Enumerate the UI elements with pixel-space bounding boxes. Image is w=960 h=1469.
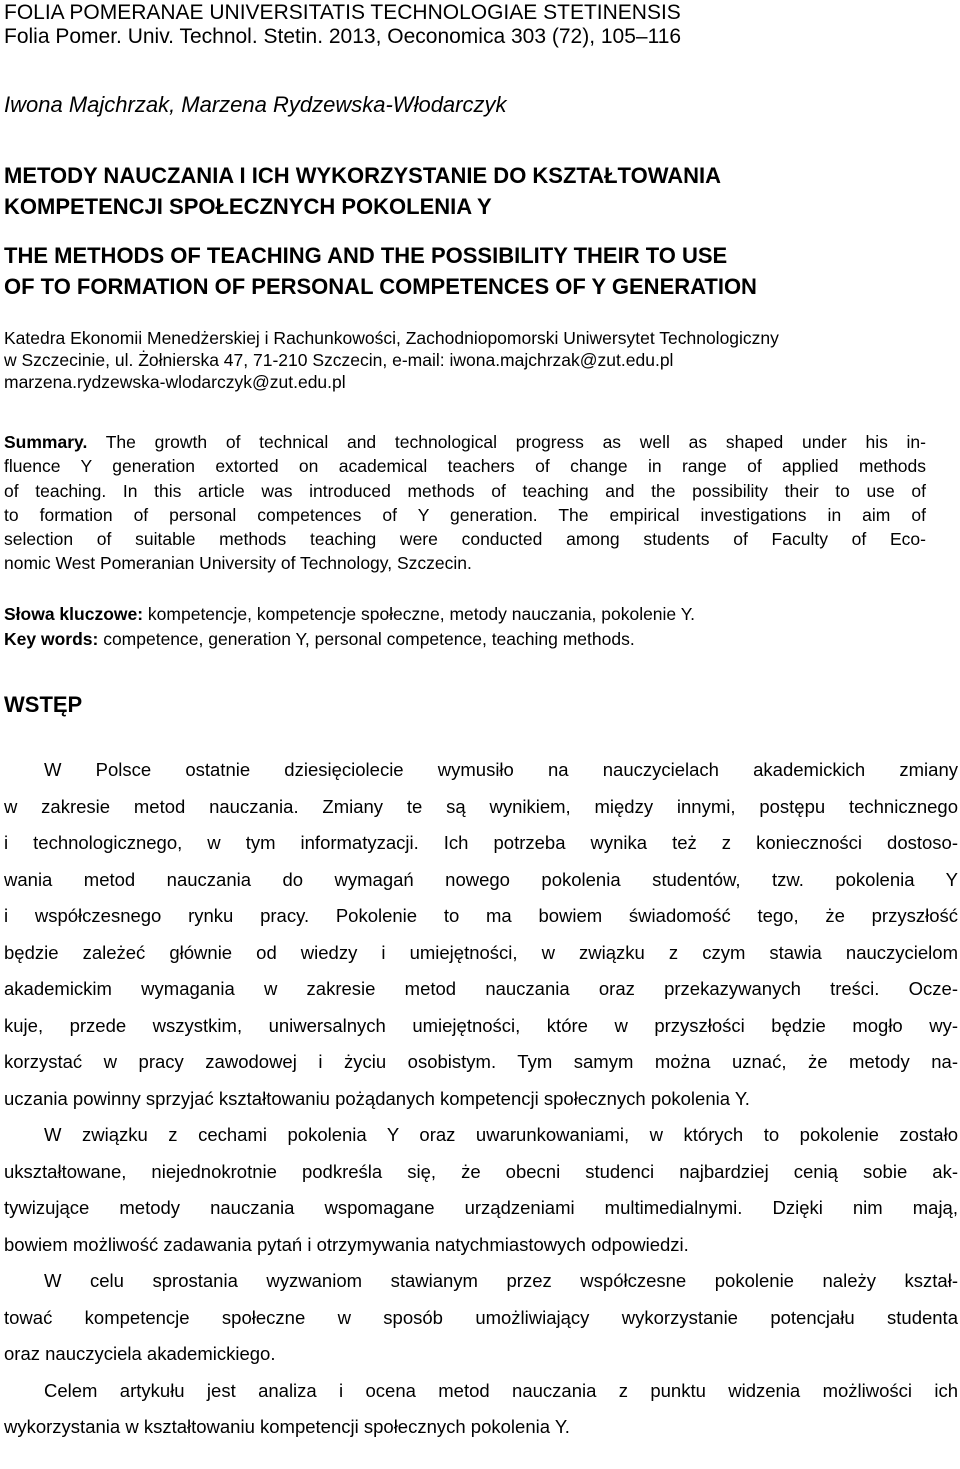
paragraph-line: będzie zależeć głównie od wiedzy i umiejętności, w związku z czym stawia nauczycielom [4, 941, 958, 963]
paragraph-line: akademickim wymagania w zakresie metod nauczania oraz przekazywanych treści. Ocze- [4, 978, 958, 999]
keywords-english [4, 627, 954, 651]
summary-line: to formation of personal competences of Y generation. The empirical investigations in aim of [4, 504, 926, 525]
title-polish-line: KOMPETENCJI SPOŁECZNYCH POKOLENIA Y [4, 194, 492, 219]
affiliation-line: w Szczecinie, ul. Żołnierska 47, 71-210 Szczecin, e-mail: iwona.majchrzak@zut.edu.pl [4, 350, 674, 370]
summary-line: nomic West Pomeranian University of Technology, Szczecin. [4, 553, 472, 574]
summary [4, 430, 926, 576]
summary-line: selection of suitable methods teaching were conducted among students of Faculty of Eco- [4, 529, 926, 550]
title-english [4, 240, 954, 302]
affiliation-line: marzena.rydzewska-wlodarczyk@zut.edu.pl [4, 372, 346, 392]
keywords-polish-label: Słowa kluczowe: [4, 604, 144, 624]
keywords-english-text: competence, generation Y, personal competence, teaching methods. [98, 629, 635, 649]
keywords-english-label: Key words: [4, 629, 99, 649]
paragraph-line: uczania powinny sprzyjać kształtowaniu pożądanych kompetencji społecznych pokolenia Y. [4, 1087, 750, 1109]
title-english-line: OF TO FORMATION OF PERSONAL COMPETENCES OF Y GENERATION [4, 274, 757, 299]
summary-line: fluence Y generation extorted on academical teachers of change in range of applied methods [4, 456, 926, 477]
paragraph-line: W celu sprostania wyzwaniom stawianym przez współczesne pokolenie należy kształ- [44, 1270, 958, 1291]
paragraph-line: wykorzystania w kształtowaniu kompetencji społecznych pokolenia Y. [4, 1416, 570, 1437]
paragraph-line: korzystać w pracy zawodowej i życiu osobistym. Tym samym można uznać, że metody na- [4, 1051, 958, 1072]
paragraph-line: tować kompetencje społeczne w sposób umożliwiający wykorzystanie potencjału studenta [4, 1306, 958, 1328]
title-polish-line: METODY NAUCZANIA I ICH WYKORZYSTANIE DO KSZTAŁTOWANIA [4, 163, 722, 188]
affiliation [4, 327, 954, 393]
keywords-polish-text: kompetencje, kompetencje społeczne, metody nauczania, pokolenie Y. [143, 604, 695, 624]
affiliation-line: Katedra Ekonomii Menedżerskiej i Rachunkowości, Zachodniopomorski Uniwersytet Technologiczny [4, 328, 779, 348]
paragraph-line: W Polsce ostatnie dziesięciolecie wymusiło na nauczycielach akademickich zmiany [44, 759, 958, 780]
paragraph-line: bowiem możliwość zadawania pytań i otrzymywania natychmiastowych odpowiedzi. [4, 1233, 689, 1255]
journal-name: FOLIA POMERANAE UNIVERSITATIS TECHNOLOGIAE STETINENSIS [4, 1, 681, 24]
body-text [4, 752, 958, 1446]
paragraph-line: ukształtowane, niejednokrotnie podkreśla się, że obecni studenci najbardziej cenią sobie ak- [4, 1160, 958, 1182]
paragraph-line: wania metod nauczania do wymagań nowego pokolenia studentów, tzw. pokolenia Y [4, 868, 958, 890]
paragraph-line: i współczesnego rynku pracy. Pokolenie to ma bowiem świadomość tego, że przyszłość [4, 905, 958, 926]
summary-label: Summary. [4, 432, 88, 452]
authors: Iwona Majchrzak, Marzena Rydzewska-Włodarczyk [4, 92, 507, 117]
paragraph-line: i technologicznego, w tym informatyzacji. Ich potrzeba wynika też z konieczności dostoso- [4, 832, 958, 853]
paragraph-line: w zakresie metod nauczania. Zmiany te są wynikiem, między innymi, postępu technicznego [4, 795, 958, 817]
paragraph-line: W związku z cechami pokolenia Y oraz uwarunkowaniami, w których to pokolenie zostało [44, 1124, 958, 1145]
paragraph [4, 1263, 958, 1373]
title-english-line: THE METHODS OF TEACHING AND THE POSSIBILITY THEIR TO USE [4, 243, 728, 268]
summary-line: Summary. The growth of technical and technological progress as well as shaped under his in- [4, 432, 926, 452]
paragraph [4, 752, 958, 1117]
paragraph-line: kuje, przede wszystkim, uniwersalnych umiejętności, które w przyszłości będzie mogło wy- [4, 1014, 958, 1036]
journal-citation: Folia Pomer. Univ. Technol. Stetin. 2013, Oeconomica 303 (72), 105–116 [4, 25, 682, 48]
paragraph-line: oraz nauczyciela akademickiego. [4, 1343, 276, 1364]
paragraph [4, 1117, 958, 1263]
title-polish [4, 160, 954, 222]
paragraph [4, 1373, 958, 1446]
keywords-polish [4, 602, 954, 626]
summary-line: of teaching. In this article was introduced methods of teaching and the possibility their to use of [4, 480, 926, 501]
paragraph-line: Celem artykułu jest analiza i ocena metod nauczania z punktu widzenia możliwości ich [44, 1379, 958, 1401]
paragraph-line: tywizujące metody nauczania wspomagane urządzeniami multimedialnymi. Dzięki nim mają, [4, 1197, 958, 1218]
section-heading: WSTĘP [4, 692, 83, 717]
